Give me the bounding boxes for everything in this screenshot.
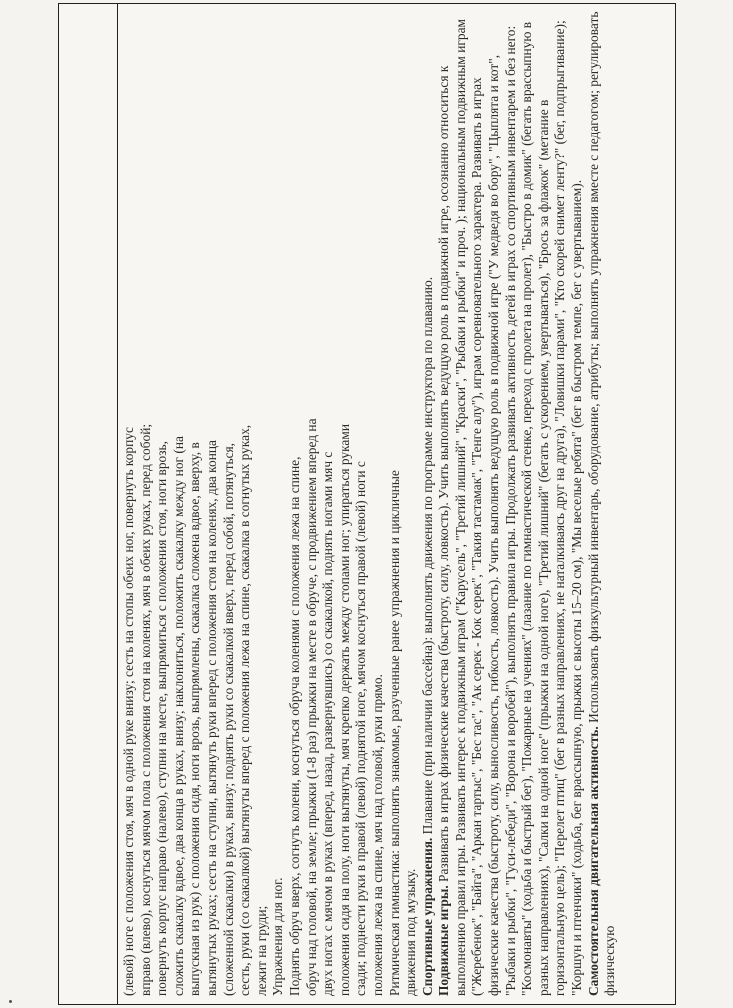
sport-exercises-heading: Спортивные упражнения. <box>419 837 435 996</box>
text-line: сложить скакалку вдвое, два конца в руках, внизу; наклониться, положить скакалку между ног (на <box>170 436 186 996</box>
scan-speck <box>9 1000 12 1003</box>
text-line: (сложенной скакалки) в руках, внизу; поднять руки со скакалкой вверх, перед собой, потянуться, <box>220 442 236 996</box>
text-line: положения лежа на спине, мяч над головой, руки прямо. <box>369 674 385 996</box>
text-line: повернуть корпус направо (налево), ступни на месте, выпрямиться с положения стоя, ноги врозь, <box>153 441 169 996</box>
text-line: Ритмическая гимнастика: выполнять знакомые, разученные ранее упражнения и цикличные <box>386 470 401 996</box>
outdoor-games-heading: Подвижные игры. <box>435 885 451 996</box>
text-line: лежит на груди; <box>253 905 269 996</box>
outdoor-games-paragraph <box>436 10 585 996</box>
empty-cell-top <box>58 4 117 1005</box>
leg-exercises-heading: Упражнения для ног. <box>269 877 285 996</box>
text-line: выпускная из рук) с положения сидя, ноги врозь, выпрямлены, скакалка сложена вдвое, вверху, в <box>186 442 202 996</box>
program-text-cell <box>117 4 675 1005</box>
table-row-top <box>58 4 117 1005</box>
text-line: вытянутых руках; сесть на ступни, вытянуть руки вперед с положения стоя на коленях, два конца <box>203 440 219 996</box>
table-row-main <box>117 4 675 1005</box>
text-line: движения под музыку. <box>402 868 418 996</box>
independent-activity-heading: Самостоятельная двигательная активность. <box>585 726 601 996</box>
text-line: вправо (влево), коснуться мячом пола с положения стоя на коленях, мяч в обеих руках, перед собой; <box>137 423 153 996</box>
rotated-page-content <box>58 3 676 1005</box>
outdoor-games-text: Развивать в играх физические качества (быстроту, силу, ловкость). Учить выполнять ведущую роль в подвижной игре, осознанно относиться к выполнению правил игры. Развивать интерес к подвижным играм ("Карусель", "Третий лишний", "Краски", "Рыбаки и рыбки" и проч. ); национальным подвижным играм ("Жеребенок", "Байга", "Аркан тартыс", "Бес тас", "Ак серек - Кок серек", "Такия тастамак", "Тенге алу"), играм соревновательного характера. Развивать в играх физические качества (быстроту, силу, выносливость, гибкость, ловкость). Учить выполнять ведущую роль в подвижной игре ("У медведя во бору", "Цыплята и кот", "Рыбаки и рыбки", "Гуси-лебеди", "Ворона и воробей"), выполнять правила игры. Продолжать развивать активность детей в играх со спортивным инвентарем и без него: "Космонавты" (ходьба и быстрый бег), "Пожарные на учениях" (лазание по гимнастической стенке, переход с пролета на пролет), "Быстро в домик" (бегать врассыпную в разных направлениях), "Салки на одной ноге" (прыжки на одной ноге), "Третий лишний" (бегать с ускорением, увертываться), "Брось за флажок" (метание в горизонтальную цель); "Перелет птиц" (бег в разных направлениях, не наталкиваясь друг на друга), "Ловишки парами", "Кто скорей снимет ленту?" (бег, подпрыгивание); "Коршун и птенчики" (ходьба, бег врассыпную, прыжки с высоты 15–20 см), "Мы веселые ребята" (бег в быстром темпе, бег с увертыванием). <box>435 18 584 996</box>
text-line: обруч над головой, на земле; прыжки (1-8 раз) прыжки на месте в обруче, с продвижением вперед на <box>303 418 319 996</box>
sport-exercises-paragraph <box>419 10 436 996</box>
text-line: сзади; поднести руки в правой (левой) поднятой ноге, мячом коснуться правой (левой) ноги с <box>352 461 368 996</box>
independent-activity-paragraph <box>585 10 618 996</box>
text-line: сесть, руки (со скакалкой) вытянуты вперед с положения лежа на спине, скакалка в согнутых руках, <box>236 424 252 996</box>
content-table <box>58 3 676 1005</box>
text-line: Поднять обруч вверх, согнуть колени, коснуться обруча коленями с положения лежа на спине, <box>286 456 302 996</box>
text-line: положения сидя на полу, ноги вытянуты, мяч крепко держать между стопами ног; упираться руками <box>336 423 352 996</box>
text-line: двух ногах с мячом в руках (вперед, назад, развернувшись) со скакалкой, поднять ногами мяч с <box>319 451 335 996</box>
exercise-lines <box>121 10 420 996</box>
independent-activity-text: Использовать физкультурный инвентарь, оборудование, атрибуты; выполнять упражнения вместе с педагогом; регулировать физическую <box>585 11 617 996</box>
sport-exercises-text: Плавание (при наличии бассейна): выполнять движения по программе инструктора по плаванию. <box>419 276 435 838</box>
text-line: (левой) ноге с положения стоя, мяч в одной руке внизу; сесть на стопы обеих ног, повернуть корпус <box>120 427 136 996</box>
